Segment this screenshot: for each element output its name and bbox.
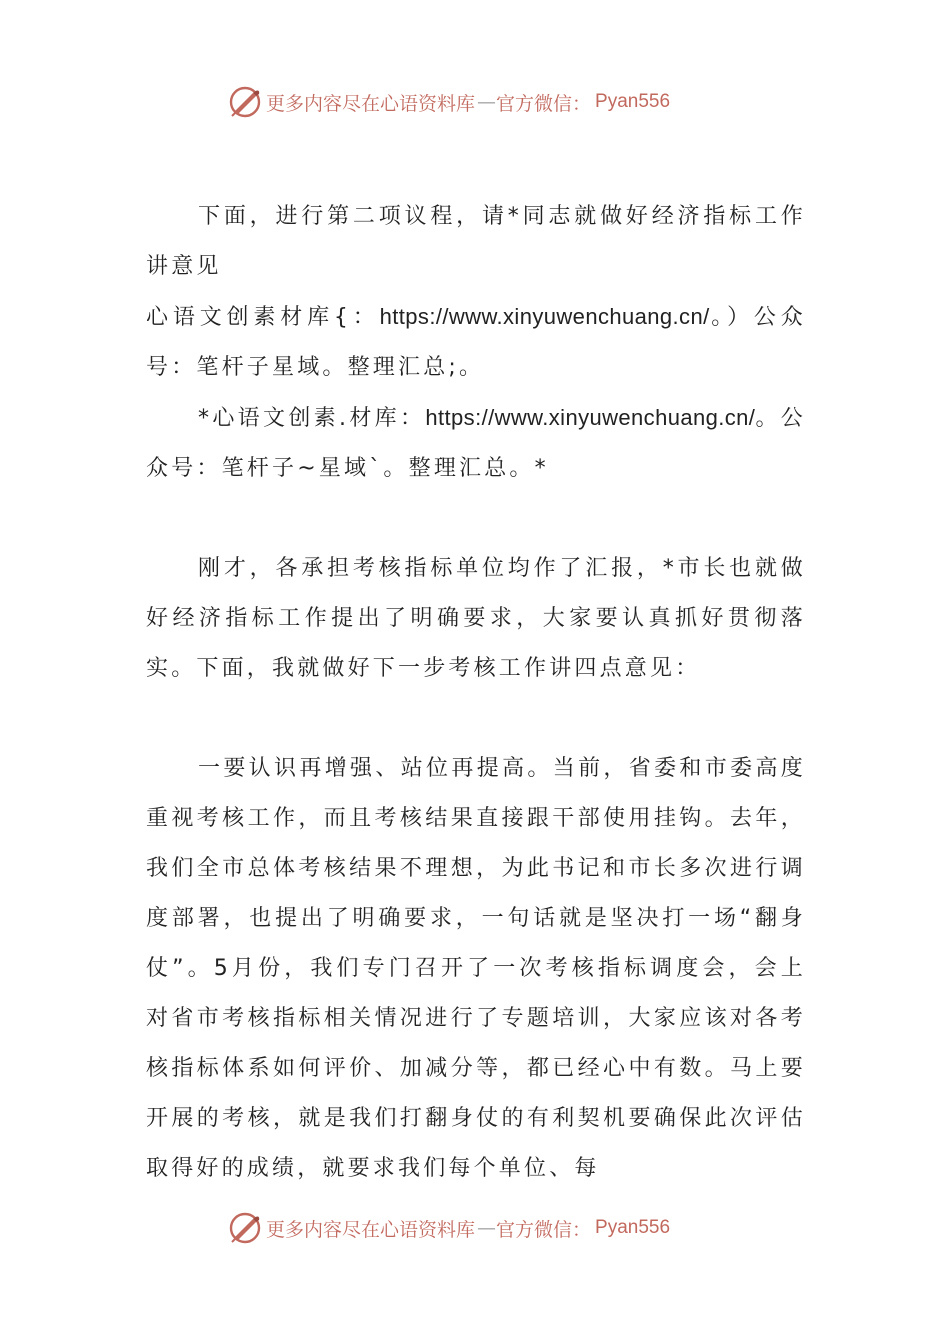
source-2-suffix: 。公众号：笔杆子~星域`。整理汇总。* [146,406,807,481]
quill-pen-logo-icon [228,1211,262,1245]
source-1-url[interactable]: https://www.xinyuwenchuang.cn/ [379,304,710,329]
paragraph-source-1 [146,292,806,393]
banner-slogan: 更多内容尽在心语资料库 [266,92,476,115]
footer-banner [228,1208,748,1248]
header-banner [228,82,748,122]
document-body [146,192,806,1194]
source-2-prefix: *心语文创素.材库： [198,406,426,431]
banner-slogan: 更多内容尽在心语资料库 [266,1218,476,1241]
banner-wechat-id: Pyan556 [595,91,671,112]
paragraph-agenda: 下面，进行第二项议程，请*同志就做好经济指标工作讲意见 [146,204,806,279]
paragraph-point-one: 一要认识再增强、站位再提高。当前，省委和市委高度重视考核工作，而且考核结果直接跟干部使用挂钩。去年，我们全市总体考核结果不理想，为此书记和市长多次进行调度部署，也提出了明确要求，一句话就是坚决打一场“翻身仗”。5月份，我们专门召开了一次考核指标调度会，会上对省市考核指标相关情况进行了专题培训，大家应该对各考核指标体系如何评价、加减分等，都已经心中有数。马上要开展的考核，就是我们打翻身仗的有利契机要确保此次评估取得好的成绩，就要求我们每个单位、每 [146,756,806,1181]
banner-wechat-label: 官方微信： [496,1218,592,1241]
quill-pen-logo-icon [228,85,262,119]
source-1-suffix: 。）公众号：笔杆子星域。整理汇总;。 [146,305,806,380]
source-2-url[interactable]: https://www.xinyuwenchuang.cn/ [425,405,756,430]
source-1-prefix: 心语文创素材库{： [146,305,380,330]
banner-wechat-label: 官方微信： [496,92,592,115]
banner-wechat-id: Pyan556 [595,1217,671,1238]
paragraph-summary: 刚才，各承担考核指标单位均作了汇报，*市长也就做好经济指标工作提出了明确要求，大家要认真抓好贯彻落实。下面，我就做好下一步考核工作讲四点意见： [146,556,806,681]
banner-dash: — [477,91,497,113]
paragraph-source-2 [146,393,806,494]
banner-dash: — [477,1217,497,1239]
